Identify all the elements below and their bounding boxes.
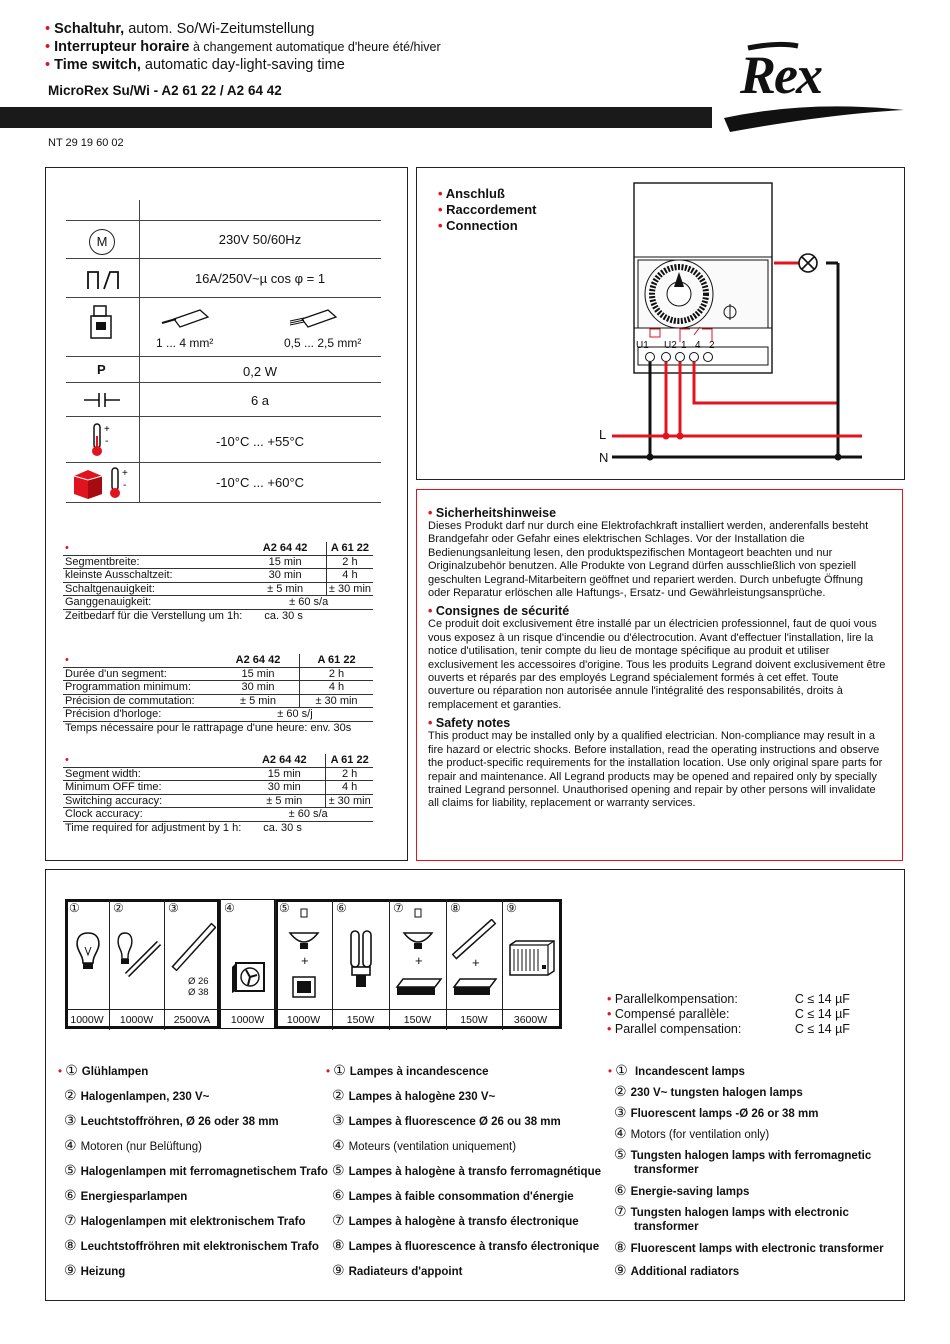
terminal-label-4: 4	[695, 340, 701, 351]
compensation-de: • Parallelkompensation: C ≤ 14 µF	[607, 992, 850, 1006]
product-name: MicroRex Su/Wi - A2 61 22 / A2 64 42	[48, 83, 282, 98]
legend-en	[608, 1063, 884, 1284]
safety-text-fr: Ce produit doit exclusivement être installé par un électricien professionnel, faut de quoi vous vous exposez à un risque d'incendie ou d'électrocution. Avant d'effectuer l'installation, lire la notice d'utilisation, tenir compte du lieu de montage spécifique au produit et utiliser exclusivement les accessoires d'origine. Tous les produits Legrand doivent exclusivement être ouverts et réparés par des employés Legrand spécialement formés à cet effet. Toute ouverture ou réparation non autorisée annule l'intégralité des responsabilités, droits à remplacement et garanties.	[428, 618, 886, 711]
safety-title-en: • Safety notes	[428, 716, 511, 731]
logo-text: Rex	[740, 45, 821, 105]
spec-table-fr: • A2 64 42 A 61 22 Durée d'un segment: 15 min 2 h Programmation minimum: 30 min 4 h Précision de commutation: ± 5 min ± 30 min Précision d'horloge: ± 60 s/j Temps nécessaire pour le rattrapage d'une heure: env. 30s	[63, 654, 373, 734]
load-cell-8: ⑧ +	[446, 899, 503, 1009]
spec-temp-operation: -10°C ... +55°C	[215, 434, 305, 449]
load-watt-5: 1000W	[275, 1009, 333, 1030]
legend-item: ⑧ Lampes à fluorescence à transfo électronique	[332, 1237, 600, 1253]
load-table	[65, 899, 562, 1031]
tube-diameter-26: Ø 26	[188, 976, 209, 987]
spec-temp-storage: -10°C ... +60°C	[215, 475, 305, 490]
safety-text	[428, 506, 888, 811]
legend-item: ⑥ Lampes à faible consommation d'énergie	[332, 1187, 574, 1203]
legend-item: ⑦ Tungsten halogen lamps with electronic transformer	[614, 1203, 849, 1233]
spec-rule	[66, 258, 381, 259]
spec-voltage: 230V 50/60Hz	[218, 232, 302, 247]
legend-item: ② Halogenlampen, 230 V~	[64, 1087, 210, 1103]
connection-title-en: • Connection	[438, 218, 518, 233]
legend-item: ⑥ Energie-saving lamps	[614, 1182, 750, 1198]
spec-wire-flex: 0,5 ... 2,5 mm²	[284, 336, 362, 350]
load-watt-7: 150W	[389, 1009, 447, 1030]
legend-item: ④ Motoren (nur Belüftung)	[64, 1137, 203, 1153]
line-label-l: L	[599, 427, 607, 442]
terminal-label-u2: U2	[664, 340, 677, 351]
terminal-label-u1: U1	[636, 340, 649, 351]
legend-item: ③ Lampes à fluorescence Ø 26 ou 38 mm	[332, 1112, 561, 1128]
wiring-diagram	[416, 167, 903, 478]
spec-rule	[66, 297, 381, 298]
load-cell-7: ⑦ +	[389, 899, 447, 1009]
legend-de	[58, 1063, 328, 1288]
compensation-en: • Parallel compensation: C ≤ 14 µF	[607, 1022, 850, 1036]
safety-text-en: This product may be installed only by a qualified electrician. Non-compliance may result in a fire hazard or electric shocks. Before installation, read the operating instructions and observe the product-specific requirements for the installation location. Use only original spare parts for repair and maintenance. All Legrand products may be opened and repaired only by specially trained Legrand personnel. Unauthorised opening and repair by other persons will invalidate all claims for liability, replacement or warranty services.	[428, 730, 883, 810]
legend-item: ⑧ Fluorescent lamps with electronic transformer	[614, 1239, 884, 1255]
spec-table-de: • A2 64 42 A 61 22 Segmentbreite: 15 min 2 h kleinste Ausschaltzeit: 30 min 4 h Schaltgenauigkeit: ± 5 min ± 30 min Ganggenauigkeit: ± 60 s/a Zeitbedarf für die Verstellung um 1h: ca. 30 s	[65, 542, 371, 622]
thermometer-icon	[90, 422, 116, 463]
legend-item: ④ Motors (for ventilation only)	[614, 1125, 770, 1141]
motor-icon: M	[89, 229, 115, 255]
load-cell-5: ⑤ +	[275, 899, 333, 1009]
svg-text:+: +	[122, 468, 128, 479]
terminal-icon	[90, 304, 112, 349]
svg-text:+: +	[104, 424, 110, 435]
legend-item: ③ Leuchtstoffröhren, Ø 26 oder 38 mm	[64, 1112, 279, 1128]
rex-logo	[718, 40, 918, 135]
legend-item: ⑦ Lampes à halogène à transfo électronique	[332, 1212, 579, 1228]
legend-item: ⑧ Leuchtstoffröhren mit elektronischem Trafo	[64, 1237, 319, 1253]
svg-text:-: -	[123, 480, 127, 491]
spec-wire-solid: 1 ... 4 mm²	[156, 336, 214, 350]
spec-contact: 16A/250V~µ cos φ = 1	[194, 271, 326, 286]
capacitor-icon	[84, 391, 120, 414]
legend-item: ② Lampes à halogène 230 V~	[332, 1087, 496, 1103]
legend-item: • ① Glühlampen	[58, 1062, 149, 1078]
header	[45, 20, 441, 74]
power-icon: P	[97, 362, 106, 377]
plus-sign: +	[301, 953, 309, 968]
incandescent-lamp-icon	[73, 931, 103, 971]
legend-item: ④ Moteurs (ventilation uniquement)	[332, 1137, 517, 1153]
load-watt-2: 1000W	[109, 1009, 165, 1030]
load-watt-3: 2500VA	[164, 1009, 220, 1030]
load-watt-1: 1000W	[65, 1009, 110, 1030]
legend-item: • ① Incandescent lamps	[608, 1062, 745, 1078]
legend-item: ⑤ Tungsten halogen lamps with ferromagnetic transformer	[614, 1146, 872, 1176]
load-cell-1: ①	[65, 899, 110, 1009]
title-en: • Time switch, automatic day-light-saving time	[45, 57, 345, 73]
load-watt-9: 3600W	[502, 1009, 559, 1030]
spec-rule	[66, 356, 381, 357]
line-label-n: N	[599, 450, 609, 465]
load-cell-4: ④	[220, 899, 276, 1009]
document-ref: NT 29 19 60 02	[48, 137, 124, 149]
connection-title-de: • Anschluß	[438, 186, 505, 201]
connection-title-fr: • Raccordement	[438, 202, 537, 217]
load-watt-8: 150W	[446, 1009, 503, 1030]
legend-item: ⑨ Radiateurs d'appoint	[332, 1262, 463, 1278]
load-cell-6: ⑥	[332, 899, 390, 1009]
legend-item: ⑥ Energiesparlampen	[64, 1187, 188, 1203]
terminal-label-2: 2	[709, 340, 715, 351]
tube-diameter-38: Ø 38	[188, 987, 209, 998]
relay-contact-icon	[86, 268, 120, 295]
legend-item: ③ Fluorescent lamps -Ø 26 or 38 mm	[614, 1104, 819, 1120]
load-cell-3: ③ Ø 26 Ø 38	[164, 899, 221, 1009]
load-watt-4: 1000W	[220, 1009, 275, 1030]
plus-sign: +	[472, 955, 480, 970]
storage-box-icon	[72, 466, 136, 505]
spec-reserve: 6 a	[250, 393, 270, 408]
spec-rule	[66, 220, 381, 221]
plus-sign: +	[415, 953, 423, 968]
load-cell-9: ⑨	[502, 899, 559, 1009]
safety-text-de: Dieses Produkt darf nur durch eine Elektrofachkraft installiert werden, anderenfalls besteht Brandgefahr oder Gefahr eines elektrischen Schlages. Vor der Installation die Bedienungsanleitung lesen, den produktspezifischen Montageort beachten und nur Originalzubehör benutzen. Alle Produkte von Legrand dürfen ausschließlich von speziell geschulten Legrand-Mitarbeitern geöffnet und repariert werden. Durch unbefugte Öffnung oder Reparatur erlöschen alle Haftungs-, Ersatz- und Gewährleistungsansprüche.	[428, 520, 869, 600]
load-cell-2: ②	[109, 899, 165, 1009]
svg-text:-: -	[105, 436, 109, 447]
fan-motor-icon	[230, 961, 266, 995]
legend-fr	[326, 1063, 601, 1288]
safety-title-fr: • Consignes de sécurité	[428, 604, 570, 619]
legend-item: ⑨ Heizung	[64, 1262, 126, 1278]
safety-title-de: • Sicherheitshinweise	[428, 506, 557, 520]
legend-item: ⑤ Halogenlampen mit ferromagnetischem Trafo	[64, 1162, 328, 1178]
spec-rule	[66, 416, 381, 417]
terminal-label-1: 1	[681, 340, 687, 351]
compensation-block	[607, 992, 850, 1037]
title-de: • Schaltuhr, autom. So/Wi-Zeitumstellung	[45, 21, 315, 37]
fluorescent-tube-icon	[170, 921, 216, 971]
header-bar	[0, 107, 712, 128]
compensation-fr: • Compensé parallèle: C ≤ 14 µF	[607, 1007, 850, 1021]
legend-item: ② 230 V~ tungsten halogen lamps	[614, 1083, 803, 1099]
legend-item: ⑦ Halogenlampen mit elektronischem Trafo	[64, 1212, 306, 1228]
load-watt-6: 150W	[332, 1009, 390, 1030]
energy-saving-lamp-icon	[348, 929, 374, 989]
title-fr: • Interrupteur horaire à changement automatique d'heure été/hiver	[45, 39, 441, 55]
radiator-icon	[508, 939, 556, 979]
legend-item: • ① Lampes à incandescence	[326, 1062, 489, 1078]
stranded-wire-icon	[288, 307, 338, 336]
legend-item: ⑨ Additional radiators	[614, 1262, 740, 1278]
spec-power: 0,2 W	[243, 364, 277, 379]
legend-item: ⑤ Lampes à halogène à transfo ferromagnétique	[332, 1162, 601, 1178]
solid-wire-icon	[160, 307, 210, 336]
spec-rule	[66, 382, 381, 383]
spec-table-en: • A2 64 42 A 61 22 Segment width: 15 min 2 h Minimum OFF time: 30 min 4 h Switching accuracy: ± 5 min ± 30 min Clock accuracy: ± 60 s/a Time required for adjustment by 1 h: ca. 30 s	[63, 754, 373, 834]
halogen-lamp-icon	[113, 929, 163, 979]
